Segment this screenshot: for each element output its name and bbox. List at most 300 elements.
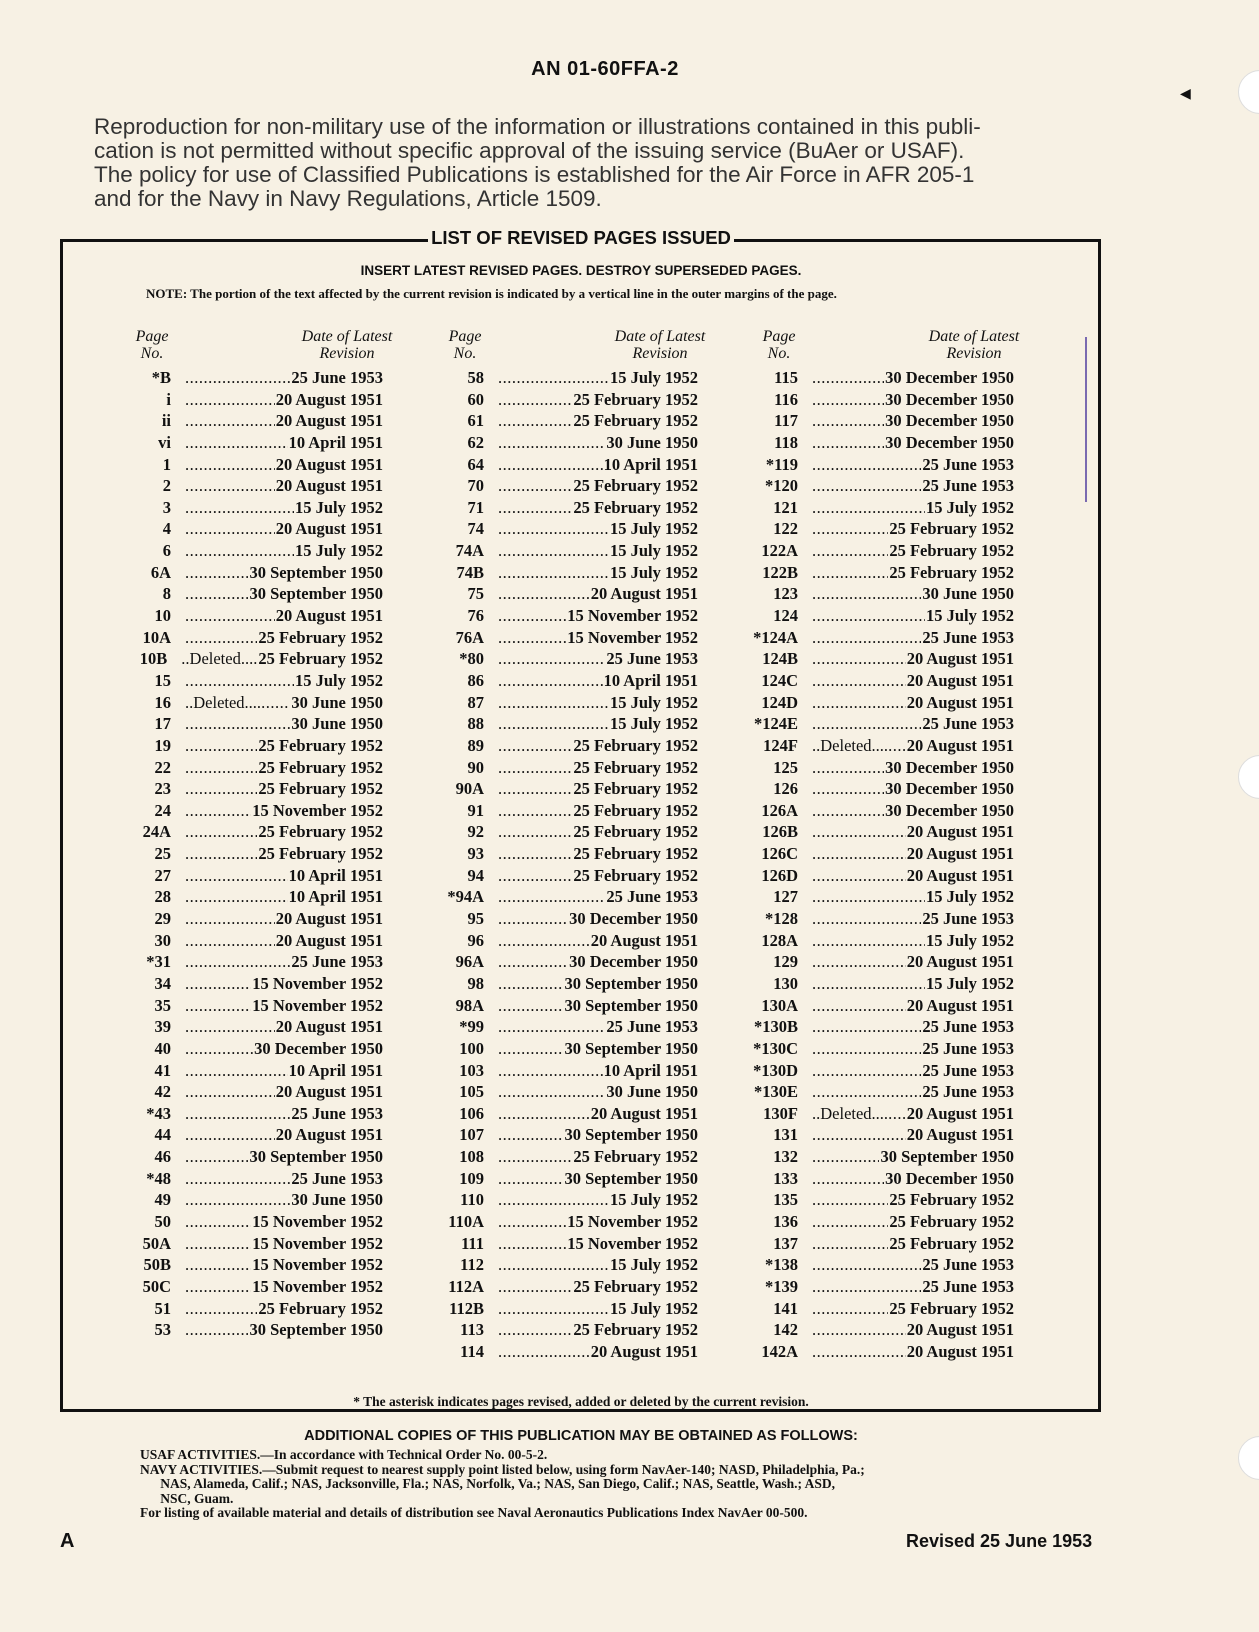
leader-dots (185, 519, 275, 539)
revision-row (117, 584, 383, 606)
revision-row (430, 1255, 698, 1277)
page-number: 114 (460, 1341, 484, 1361)
revision-date: 20 August 1951 (906, 844, 1014, 864)
leader-dots (498, 1234, 566, 1254)
revision-date: 30 September 1950 (880, 1147, 1014, 1167)
leader-dots (185, 1190, 290, 1210)
leader-dots (185, 455, 275, 475)
leader-dots (185, 866, 288, 886)
leader-dots (498, 931, 590, 951)
page-number: 90 (467, 757, 484, 777)
leader-dots (498, 628, 566, 648)
leader-dots (812, 887, 925, 907)
revision-date: 30 December 1950 (885, 411, 1014, 431)
page-number: 110 (460, 1190, 484, 1210)
page-number: 129 (773, 952, 798, 972)
revision-date: 15 July 1952 (609, 541, 698, 561)
leader-dots (185, 758, 257, 778)
page-number: 122 (773, 519, 798, 539)
revision-row (744, 628, 1014, 650)
revision-date: 15 July 1952 (294, 670, 383, 690)
page-number: 24 (154, 800, 171, 820)
leader-dots (812, 996, 906, 1016)
notice-line: cation is not permitted without specific approval of the issuing service (BuAer or USAF). (94, 138, 965, 163)
page-no-header-line: Page (135, 328, 169, 345)
leader-dots (185, 909, 275, 929)
revision-date: 25 February 1952 (258, 757, 383, 777)
revision-row (430, 649, 698, 671)
page-number: 96A (455, 952, 484, 972)
revision-row (744, 931, 1014, 953)
page-number: 142 (773, 1320, 798, 1340)
page-number: 6 (162, 541, 171, 561)
page-number: 89 (467, 735, 484, 755)
revision-row (744, 390, 1014, 412)
leader-dots (498, 952, 568, 972)
revision-row (117, 1147, 383, 1169)
page-number: 70 (467, 476, 484, 496)
page-number: *120 (765, 476, 798, 496)
revision-date: 25 February 1952 (573, 1147, 698, 1167)
page-number: 76 (467, 606, 484, 626)
revision-row (744, 476, 1014, 498)
leader-dots (812, 844, 906, 864)
leader-dots (498, 1190, 609, 1210)
page-number: 126C (761, 844, 798, 864)
notice-line: The policy for use of Classified Publications is established for the Air Force in AFR 205-1 (94, 162, 975, 187)
page-number: 132 (773, 1147, 798, 1167)
leader-dots (888, 1104, 906, 1124)
leader-dots (185, 822, 257, 842)
page-number: 19 (154, 735, 171, 755)
leader-dots (812, 1277, 921, 1297)
asterisk-footnote: * The asterisk indicates pages revised, added or deleted by the current revision. (353, 1394, 809, 1409)
revision-bar (1085, 337, 1087, 502)
leader-dots (185, 1277, 251, 1297)
revision-row (430, 368, 698, 390)
notice-line: and for the Navy in Navy Regulations, Article 1509. (94, 186, 602, 211)
revision-row (430, 1212, 698, 1234)
page-number: *139 (765, 1276, 798, 1296)
revision-date: 25 February 1952 (573, 411, 698, 431)
column-header (430, 328, 706, 368)
revision-date: 15 July 1952 (609, 692, 698, 712)
leader-dots (812, 541, 888, 561)
revision-date: 30 December 1950 (885, 800, 1014, 820)
leader-dots (498, 866, 572, 886)
leader-dots (498, 411, 572, 431)
leader-dots (185, 974, 251, 994)
revision-date: 25 February 1952 (258, 844, 383, 864)
revision-row (744, 1277, 1014, 1299)
revision-row (744, 1255, 1014, 1277)
revision-row (117, 1255, 383, 1277)
revision-date: 25 February 1952 (573, 476, 698, 496)
leader-dots (498, 1104, 590, 1124)
margin-arrow-icon: ◀ (1180, 87, 1191, 102)
page-number: 142A (761, 1341, 798, 1361)
revision-date: 25 February 1952 (258, 627, 383, 647)
page-no-header (744, 328, 814, 362)
leader-dots (812, 866, 906, 886)
page-number: 112A (448, 1276, 484, 1296)
revision-row (117, 693, 383, 715)
page-number: 106 (459, 1103, 484, 1123)
page-number: 30 (154, 930, 171, 950)
page-number: 87 (467, 692, 484, 712)
revision-row (744, 693, 1014, 715)
revision-date: 30 June 1950 (291, 714, 383, 734)
leader-dots (812, 649, 906, 669)
revision-row (744, 887, 1014, 909)
distribution-line: NAVY ACTIVITIES.—Submit request to nearest supply point listed below, using form NavAer-140; NASD, Philadelphia, Pa.; (140, 1461, 865, 1477)
revision-row (117, 714, 383, 736)
page-number: 74A (455, 541, 484, 561)
revision-date: 15 July 1952 (609, 1190, 698, 1210)
page-number: i (166, 389, 171, 409)
leader-dots (812, 931, 925, 951)
revision-row (117, 736, 383, 758)
page-number: *80 (459, 649, 484, 669)
binder-hole-icon (1238, 755, 1259, 799)
leader-dots (812, 390, 884, 410)
revision-column-1 (117, 328, 393, 1342)
revision-date: 25 February 1952 (258, 779, 383, 799)
leader-dots (812, 433, 884, 453)
revision-date: 30 September 1950 (249, 1147, 383, 1167)
revision-row (117, 887, 383, 909)
leader-dots (812, 671, 906, 691)
page-number: *130C (753, 1038, 798, 1058)
revision-date-header-line: Revision (946, 345, 1002, 362)
page-number: *124A (753, 627, 798, 647)
revision-row (744, 822, 1014, 844)
page-number: 112 (460, 1255, 484, 1275)
revision-date-header (560, 328, 760, 362)
page-number: 122A (761, 541, 798, 561)
revision-row (744, 649, 1014, 671)
page-number: 130F (763, 1103, 798, 1123)
revision-date: 20 August 1951 (590, 930, 698, 950)
page-number: 62 (467, 432, 484, 452)
page-number: 35 (154, 995, 171, 1015)
revision-date: 20 August 1951 (275, 1125, 383, 1145)
revision-row (117, 1061, 383, 1083)
revision-date: 25 June 1953 (922, 714, 1014, 734)
revision-date: 15 November 1952 (567, 1233, 698, 1253)
leader-dots (185, 1320, 248, 1340)
revision-date: 30 June 1950 (922, 584, 1014, 604)
page-number: 93 (467, 844, 484, 864)
revision-row (430, 801, 698, 823)
revision-row (430, 887, 698, 909)
leader-dots (185, 1169, 290, 1189)
revision-date: 10 April 1951 (603, 670, 698, 690)
page-number: 2 (162, 476, 171, 496)
revision-row (430, 1169, 698, 1191)
revision-row (117, 649, 383, 671)
revision-row (744, 779, 1014, 801)
deleted-marker: ..Deleted.... (812, 735, 889, 755)
leader-dots (185, 1299, 257, 1319)
page-number: 1 (162, 454, 171, 474)
revision-row (430, 455, 698, 477)
leader-dots (498, 1320, 572, 1340)
leader-dots (812, 1190, 888, 1210)
revision-row (117, 844, 383, 866)
leader-dots (498, 909, 568, 929)
page-number: 88 (467, 714, 484, 734)
leader-dots (812, 974, 925, 994)
revision-date: 15 July 1952 (925, 497, 1014, 517)
revision-date: 15 November 1952 (567, 627, 698, 647)
page-number: *B (151, 368, 171, 387)
leader-dots (185, 736, 257, 756)
revision-date: 15 July 1952 (925, 973, 1014, 993)
leader-dots (498, 1212, 566, 1232)
revision-date: 15 July 1952 (609, 368, 698, 387)
leader-dots (185, 390, 275, 410)
revision-date: 25 February 1952 (573, 735, 698, 755)
page-no-header-line: Page (448, 328, 482, 345)
page-number: 98A (455, 995, 484, 1015)
leader-dots (812, 1017, 921, 1037)
leader-dots (498, 1082, 605, 1102)
revision-row (744, 1061, 1014, 1083)
revision-date: 15 November 1952 (252, 973, 383, 993)
page-number: 50B (143, 1255, 171, 1275)
page-number: 110A (448, 1211, 484, 1231)
revision-date: 15 July 1952 (925, 930, 1014, 950)
page-no-header-line: No. (767, 345, 791, 362)
revision-row (744, 368, 1014, 390)
page-number: 61 (467, 411, 484, 431)
leader-dots (498, 1147, 572, 1167)
revision-date: 15 November 1952 (567, 606, 698, 626)
revision-date: 15 July 1952 (925, 887, 1014, 907)
revision-row (430, 563, 698, 585)
revision-row (430, 476, 698, 498)
page-number: 131 (773, 1125, 798, 1145)
revision-row (117, 822, 383, 844)
deleted-marker: ..Deleted.... (181, 649, 258, 669)
revision-date: 15 July 1952 (609, 562, 698, 582)
revision-date: 25 June 1953 (922, 1038, 1014, 1058)
page-number: 60 (467, 389, 484, 409)
leader-dots (812, 1082, 921, 1102)
leader-dots (812, 1169, 884, 1189)
revision-row (744, 1017, 1014, 1039)
leader-dots (498, 779, 572, 799)
deleted-marker: ..Deleted.... (812, 1103, 889, 1123)
revision-date-header (874, 328, 1074, 362)
revision-date: 20 August 1951 (275, 389, 383, 409)
revision-date: 25 February 1952 (889, 1233, 1014, 1253)
revision-date: 25 February 1952 (889, 1190, 1014, 1210)
revision-column-3 (744, 328, 1020, 1363)
revision-row (744, 1234, 1014, 1256)
leader-dots (498, 822, 572, 842)
revision-date: 25 June 1953 (922, 1060, 1014, 1080)
revision-date: 25 June 1953 (922, 476, 1014, 496)
revision-date: 20 August 1951 (275, 411, 383, 431)
leader-dots (185, 1147, 248, 1167)
page-number: 50A (142, 1233, 171, 1253)
revision-date: 20 August 1951 (906, 1320, 1014, 1340)
page-number: *48 (146, 1168, 171, 1188)
page-number: ii (161, 411, 171, 431)
page-number: 40 (154, 1038, 171, 1058)
revision-date: 30 December 1950 (885, 779, 1014, 799)
revision-row (430, 714, 698, 736)
reproduction-notice (94, 115, 1124, 211)
page-number: 124F (763, 735, 798, 755)
revision-date: 25 June 1953 (606, 649, 698, 669)
revision-row (430, 1017, 698, 1039)
revision-row (744, 866, 1014, 888)
revision-date: 25 June 1953 (922, 627, 1014, 647)
revision-date: 30 September 1950 (249, 562, 383, 582)
revision-date: 25 February 1952 (573, 800, 698, 820)
revision-note: NOTE: The portion of the text affected by the current revision is indicated by a vertical line in the outer margins of the page. (146, 286, 837, 301)
leader-dots (812, 1147, 879, 1167)
revision-row (430, 584, 698, 606)
revision-row (744, 844, 1014, 866)
revision-row (430, 779, 698, 801)
revision-row (430, 996, 698, 1018)
revision-date-header-line: Date of Latest (301, 328, 393, 345)
revision-date: 25 February 1952 (889, 1211, 1014, 1231)
revision-row (430, 1039, 698, 1061)
revision-date: 25 June 1953 (922, 909, 1014, 929)
page-number: *130B (753, 1017, 798, 1037)
page-number: 76A (455, 627, 484, 647)
page-number: 126D (761, 865, 798, 885)
page-number: 24A (142, 822, 171, 842)
page-number: 34 (154, 973, 171, 993)
page-number: 126A (761, 800, 798, 820)
page-number: 124D (761, 692, 798, 712)
page-no-header-line: No. (453, 345, 477, 362)
leader-dots (185, 1061, 288, 1081)
revision-date: 25 June 1953 (922, 1276, 1014, 1296)
page-number: 126 (773, 779, 798, 799)
revision-date: 15 November 1952 (252, 995, 383, 1015)
revision-row (430, 1190, 698, 1212)
revision-row (430, 909, 698, 931)
leader-dots (812, 563, 888, 583)
leader-dots (498, 693, 609, 713)
page-number: 112B (449, 1298, 484, 1318)
leader-dots (812, 519, 888, 539)
leader-dots (498, 974, 563, 994)
leader-dots (498, 736, 572, 756)
revision-row (744, 433, 1014, 455)
leader-dots (812, 1320, 906, 1340)
page-number: 22 (154, 757, 171, 777)
revision-date: 10 April 1951 (288, 887, 383, 907)
revision-row (117, 606, 383, 628)
revision-row (430, 1082, 698, 1104)
leader-dots (185, 844, 257, 864)
revision-date: 15 July 1952 (609, 1255, 698, 1275)
revision-row (117, 779, 383, 801)
leader-dots (812, 455, 921, 475)
page-number: 92 (467, 822, 484, 842)
leader-dots (812, 368, 884, 388)
revision-date: 20 August 1951 (906, 1341, 1014, 1361)
revision-date-header-line: Revision (632, 345, 688, 362)
revision-date: 20 August 1951 (906, 865, 1014, 885)
revision-row (117, 758, 383, 780)
page-number: 74 (467, 519, 484, 539)
revision-date: 25 June 1953 (606, 1017, 698, 1037)
page-number: 6A (150, 562, 171, 582)
leader-dots (185, 1234, 251, 1254)
revision-date: 25 February 1952 (889, 519, 1014, 539)
page-number: 96 (467, 930, 484, 950)
revision-column-2 (430, 328, 706, 1363)
leader-dots (812, 476, 921, 496)
revision-row (117, 1082, 383, 1104)
revision-row (117, 1017, 383, 1039)
revision-row (744, 736, 1014, 758)
revision-row (744, 519, 1014, 541)
leader-dots (498, 368, 609, 388)
leader-dots (498, 455, 603, 475)
revision-date: 25 June 1953 (291, 1168, 383, 1188)
revision-row (117, 628, 383, 650)
page-number: 121 (773, 497, 798, 517)
revision-row (117, 1169, 383, 1191)
revision-date: 25 February 1952 (573, 497, 698, 517)
distribution-line: NAS, Alameda, Calif.; NAS, Jacksonville, Fla.; NAS, Norfolk, Va.; NAS, San Diego, Calif.; NAS, Seattle, Wash.; ASD, (140, 1476, 836, 1491)
leader-dots (498, 1017, 605, 1037)
column-header (117, 328, 393, 368)
revision-date: 25 February 1952 (573, 389, 698, 409)
leader-dots (185, 1125, 275, 1145)
revision-row (117, 952, 383, 974)
revision-date: 30 June 1950 (291, 1190, 383, 1210)
page-number: 103 (459, 1060, 484, 1080)
leader-dots (498, 519, 609, 539)
revision-row (430, 628, 698, 650)
page-number: 91 (467, 800, 484, 820)
page-number: *119 (765, 454, 798, 474)
revision-row (117, 433, 383, 455)
revision-date: 25 February 1952 (889, 1298, 1014, 1318)
leader-dots (812, 1234, 888, 1254)
page-number: 4 (162, 519, 171, 539)
revision-row (430, 411, 698, 433)
leader-dots (185, 952, 290, 972)
page-number: 128A (761, 930, 798, 950)
revision-row (117, 1039, 383, 1061)
page-number: 41 (154, 1060, 171, 1080)
revision-row (744, 1039, 1014, 1061)
revision-date: 15 July 1952 (609, 1298, 698, 1318)
revision-row (117, 1299, 383, 1321)
revision-row (117, 801, 383, 823)
revision-date-header-line: Date of Latest (928, 328, 1020, 345)
revision-date: 30 December 1950 (254, 1038, 383, 1058)
revision-date: 20 August 1951 (906, 1103, 1014, 1123)
revision-date: 20 August 1951 (906, 649, 1014, 669)
revision-row (430, 606, 698, 628)
revision-date: 20 August 1951 (275, 519, 383, 539)
revision-date: 25 February 1952 (889, 541, 1014, 561)
leader-dots (498, 584, 590, 604)
